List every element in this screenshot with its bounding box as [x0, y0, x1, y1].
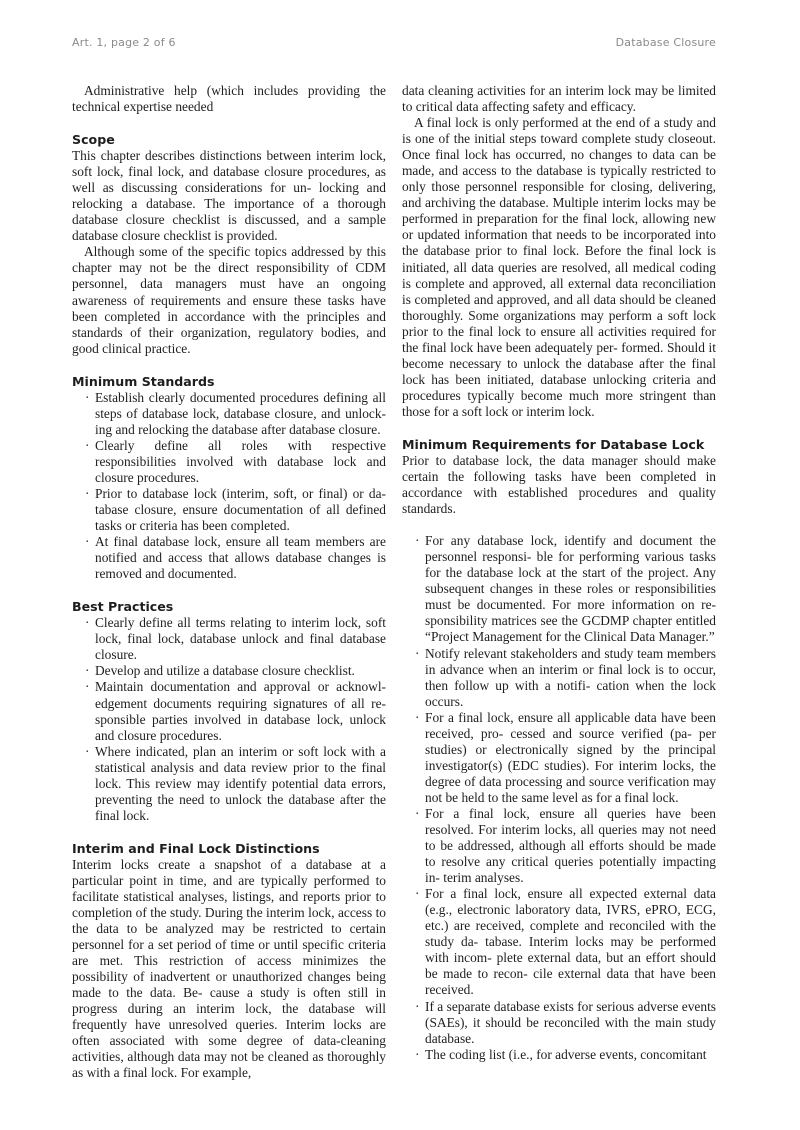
- list-item: · Clearly define all terms relating to interim lock, soft lock, final lock, database unlock and final database closure.: [72, 615, 386, 663]
- scope-paragraph-1: This chapter describes distinctions between interim lock, soft lock, final lock, and database closure procedures, as well as discussing considerations for un- locking and relocking a database. The importance of a thorough database closure checklist is discussed, and a sample database closure checklist is provided.: [72, 148, 386, 244]
- minimum-standards-list: [72, 390, 386, 583]
- list-item: · Notify relevant stakeholders and study team members in advance when an interim or final lock is to occur, then follow up with a notifi- cation when the lock occurs.: [402, 646, 716, 710]
- left-column: [72, 83, 386, 1082]
- running-header-left: Art. 1, page 2 of 6: [72, 36, 176, 49]
- best-practices-list: [72, 615, 386, 824]
- list-item: · Where indicated, plan an interim or soft lock with a statistical analysis and data review prior to the final lock. This review may identify potential data errors, preventing the need to unlock the database after the final lock.: [72, 744, 386, 824]
- list-item: · If a separate database exists for serious adverse events (SAEs), it should be reconciled with the main study database.: [402, 999, 716, 1047]
- list-item: · Maintain documentation and approval or acknowl- edgement documents requiring signatures of all re- sponsible parties involved in database lock, unlock and closure procedures.: [72, 679, 386, 743]
- list-item: · Clearly define all roles with respective responsibilities involved with database lock and closure procedures.: [72, 438, 386, 486]
- interim-final-lock-heading: Interim and Final Lock Distinctions: [72, 840, 320, 856]
- list-item: · For a final lock, ensure all expected external data (e.g., electronic laboratory data, IVRS, ePRO, ECG, etc.) are received, complete and reconciled with the study da- tabase. Interim locks may be performed with incom- plete external data, but an effort should be made to recon- cile external data that have been received.: [402, 886, 716, 998]
- scope-heading: Scope: [72, 132, 115, 148]
- list-item: · For a final lock, ensure all applicable data have been received, pro- cessed and source verified (pa- per studies) or electronically signed by the principal investigator(s) (EDC studies). For interim locks, the degree of data processing and source verification may not be held to the same level as for a final lock.: [402, 710, 716, 806]
- final-lock-paragraph: A final lock is only performed at the end of a study and is one of the initial steps toward complete study closeout. Once final lock has occurred, no changes to data can be made, and access to the database is typically restricted to only those personnel responsible for closing, delivering, and archiving the database. Multiple interim locks may be performed in preparation for the final lock, allowing new or updated information that needs to be incorporated into the database prior to final lock. Before the final lock is initiated, all data queries are resolved, all medical coding is complete and approved, all external data reconciliation is completed and approved, and all data should be cleaned thoroughly. Some organizations may perform a soft lock prior to the final lock to ensure all activities required for the final lock have been adequately per- formed. Should it become necessary to unlock the database after the final lock has been initiated, database unlocking criteria and procedures typically become much more stringent than those for a soft lock or interim lock.: [402, 115, 716, 419]
- best-practices-heading: Best Practices: [72, 599, 174, 615]
- intro-paragraph: Administrative help (which includes providing the technical expertise needed: [72, 83, 386, 115]
- minimum-requirements-list: [402, 533, 716, 1063]
- blank-line: [402, 517, 716, 533]
- continued-paragraph: data cleaning activities for an interim lock may be limited to critical data affecting safety and efficacy.: [402, 83, 716, 115]
- list-item: · Prior to database lock (interim, soft, or final) or da- tabase closure, ensure documentation of all defined tasks or criteria has been completed.: [72, 486, 386, 534]
- list-item: · For a final lock, ensure all queries have been resolved. For interim locks, all queries may not need to be addressed, although all efforts should be made to resolve any critical queries potentially impacting in- terim analyses.: [402, 806, 716, 886]
- interim-paragraph: Interim locks create a snapshot of a database at a particular point in time, and are typically performed to facilitate statistical analyses, listings, and reports prior to completion of the study. During the interim lock, access to the data to be analyzed may be restricted to certain personnel for a set period of time or until specific criteria are met. This restriction of access minimizes the possibility of inadvertent or unauthorized changes being made to the data. Be- cause a study is often still in progress during an interim lock, the database will frequently have unresolved queries. Interim locks are often associated with some degree of data-cleaning activities, although data may not be cleaned as thoroughly as with a final lock. For example,: [72, 856, 386, 1081]
- minimum-requirements-paragraph: Prior to database lock, the data manager should make certain the following tasks have been completed in accordance with established procedures and quality standards.: [402, 452, 716, 517]
- right-column: [402, 83, 716, 1063]
- running-header-right: Database Closure: [615, 36, 716, 49]
- list-item: · Establish clearly documented procedures defining all steps of database lock, database closure, and unlock- ing and relocking the database after database closure.: [72, 390, 386, 438]
- list-item: · For any database lock, identify and document the personnel responsi- ble for performing various tasks for the database lock at the start of the project. Any subsequent changes in these roles or responsibilities must be documented. For more information on re- sponsibility matrices see the GCDMP chapter entitled “Project Management for the Clinical Data Manager.”: [402, 533, 716, 645]
- minimum-standards-heading: Minimum Standards: [72, 373, 215, 389]
- list-item: · The coding list (i.e., for adverse events, concomitant: [402, 1047, 716, 1063]
- list-item: · At final database lock, ensure all team members are notified and access that allows database changes is removed and documented.: [72, 534, 386, 582]
- list-item: · Develop and utilize a database closure checklist.: [72, 663, 386, 679]
- scope-paragraph-2: Although some of the specific topics addressed by this chapter may not be the direct responsibility of CDM personnel, data managers must have an ongoing awareness of requirements and ensure these tasks have been completed in accordance with the principles and standards of their organization, regulatory bodies, and good clinical practice.: [72, 244, 386, 356]
- minimum-requirements-heading: Minimum Requirements for Database Lock: [402, 436, 705, 452]
